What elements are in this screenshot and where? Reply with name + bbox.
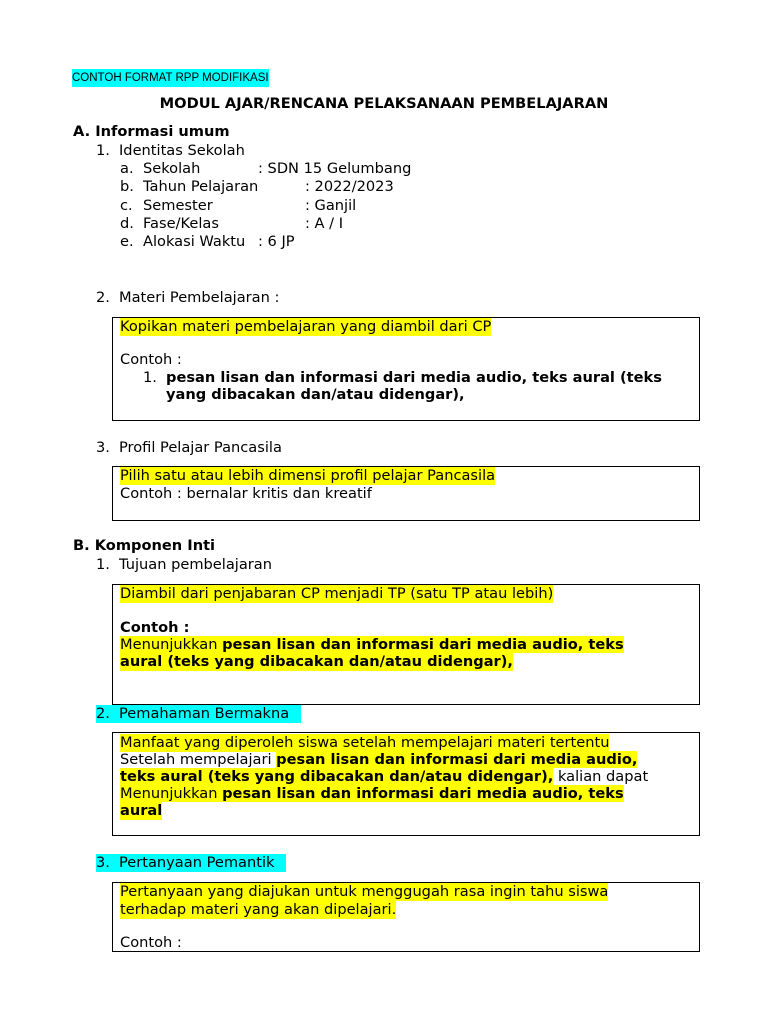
section-a-heading: A. Informasi umum	[73, 123, 230, 140]
materi-label: Materi Pembelajaran :	[119, 289, 280, 306]
tujuan-label: Tujuan pembelajaran	[119, 556, 272, 573]
materi-contoh: Contoh :	[120, 351, 182, 368]
pemahaman-line2-a: Setelah mempelajari	[120, 751, 277, 768]
pemahaman-line3-b: kalian dapat	[553, 768, 649, 785]
item-number: 3.	[96, 854, 110, 871]
pemahaman-line4-a: Menunjukkan	[120, 785, 223, 802]
item-number: 2.	[96, 289, 110, 306]
identity-value: : 2022/2023	[305, 178, 394, 195]
item-number: 1.	[96, 556, 110, 573]
tujuan-line1-a: Menunjukkan	[120, 636, 223, 653]
pemahaman-line1: Manfaat yang diperoleh siswa setelah mempelajari materi tertentu	[120, 734, 610, 751]
pemantik-line2: terhadap materi yang akan dipelajari.	[120, 901, 397, 918]
materi-example-line1: pesan lisan dan informasi dari media audio, teks aural (teks	[166, 369, 662, 386]
identity-value: : SDN 15 Gelumbang	[258, 160, 412, 177]
tujuan-example-line1	[120, 636, 624, 654]
item-number: 3.	[96, 439, 110, 456]
profil-instruction: Pilih satu atau lebih dimensi profil pelajar Pancasila	[120, 467, 496, 484]
item-number: 1.	[96, 142, 110, 159]
pemahaman-label: Pemahaman Bermakna	[119, 705, 290, 722]
identity-letter: e.	[120, 233, 134, 250]
identity-label: Tahun Pelajaran	[143, 178, 259, 195]
format-tag: CONTOH FORMAT RPP MODIFIKASI	[72, 69, 269, 87]
materi-example-line2: yang dibacakan dan/atau didengar),	[166, 386, 465, 403]
tujuan-example-line2: aural (teks yang dibacakan dan/atau didengar),	[120, 653, 513, 670]
section-b-heading: B. Komponen Inti	[73, 537, 216, 554]
pemahaman-line4	[120, 785, 624, 803]
profil-contoh: Contoh : bernalar kritis dan kreatif	[120, 485, 372, 502]
pemantik-contoh: Contoh :	[120, 934, 182, 951]
identity-value: : A / I	[305, 215, 344, 232]
pemahaman-line3-a: teks aural (teks yang dibacakan dan/atau didengar),	[120, 768, 554, 785]
identity-letter: c.	[120, 197, 133, 214]
tujuan-instruction: Diambil dari penjabaran CP menjadi TP (satu TP atau lebih)	[120, 585, 554, 602]
identity-label: Sekolah	[143, 160, 201, 177]
tujuan-contoh: Contoh :	[120, 619, 190, 636]
identity-letter: a.	[120, 160, 134, 177]
pemahaman-line2-b: pesan lisan dan informasi dari media audio,	[276, 751, 638, 768]
pemantik-label: Pertanyaan Pemantik	[119, 854, 275, 871]
pemahaman-line3	[120, 768, 648, 786]
identity-letter: d.	[120, 215, 134, 232]
identity-label: Semester	[143, 197, 213, 214]
identity-label: Alokasi Waktu	[143, 233, 246, 250]
tujuan-line1-b: pesan lisan dan informasi dari media audio, teks	[222, 636, 624, 653]
profil-label: Profil Pelajar Pancasila	[119, 439, 282, 456]
page-title: MODUL AJAR/RENCANA PELAKSANAAN PEMBELAJARAN	[159, 95, 609, 112]
identity-label: Fase/Kelas	[143, 215, 219, 232]
pemahaman-line2	[120, 751, 637, 769]
materi-list-number: 1.	[143, 369, 157, 386]
identity-value: : 6 JP	[258, 233, 295, 250]
pemahaman-line4-b: pesan lisan dan informasi dari media audio, teks	[222, 785, 624, 802]
pemantik-line1: Pertanyaan yang diajukan untuk menggugah rasa ingin tahu siswa	[120, 883, 609, 900]
item-number: 2.	[96, 705, 110, 722]
pemahaman-line5: aural	[120, 802, 163, 819]
identitas-sekolah-label: Identitas Sekolah	[119, 142, 245, 159]
identity-letter: b.	[120, 178, 134, 195]
identity-value: : Ganjil	[305, 197, 357, 214]
materi-instruction: Kopikan materi pembelajaran yang diambil dari CP	[120, 318, 492, 335]
